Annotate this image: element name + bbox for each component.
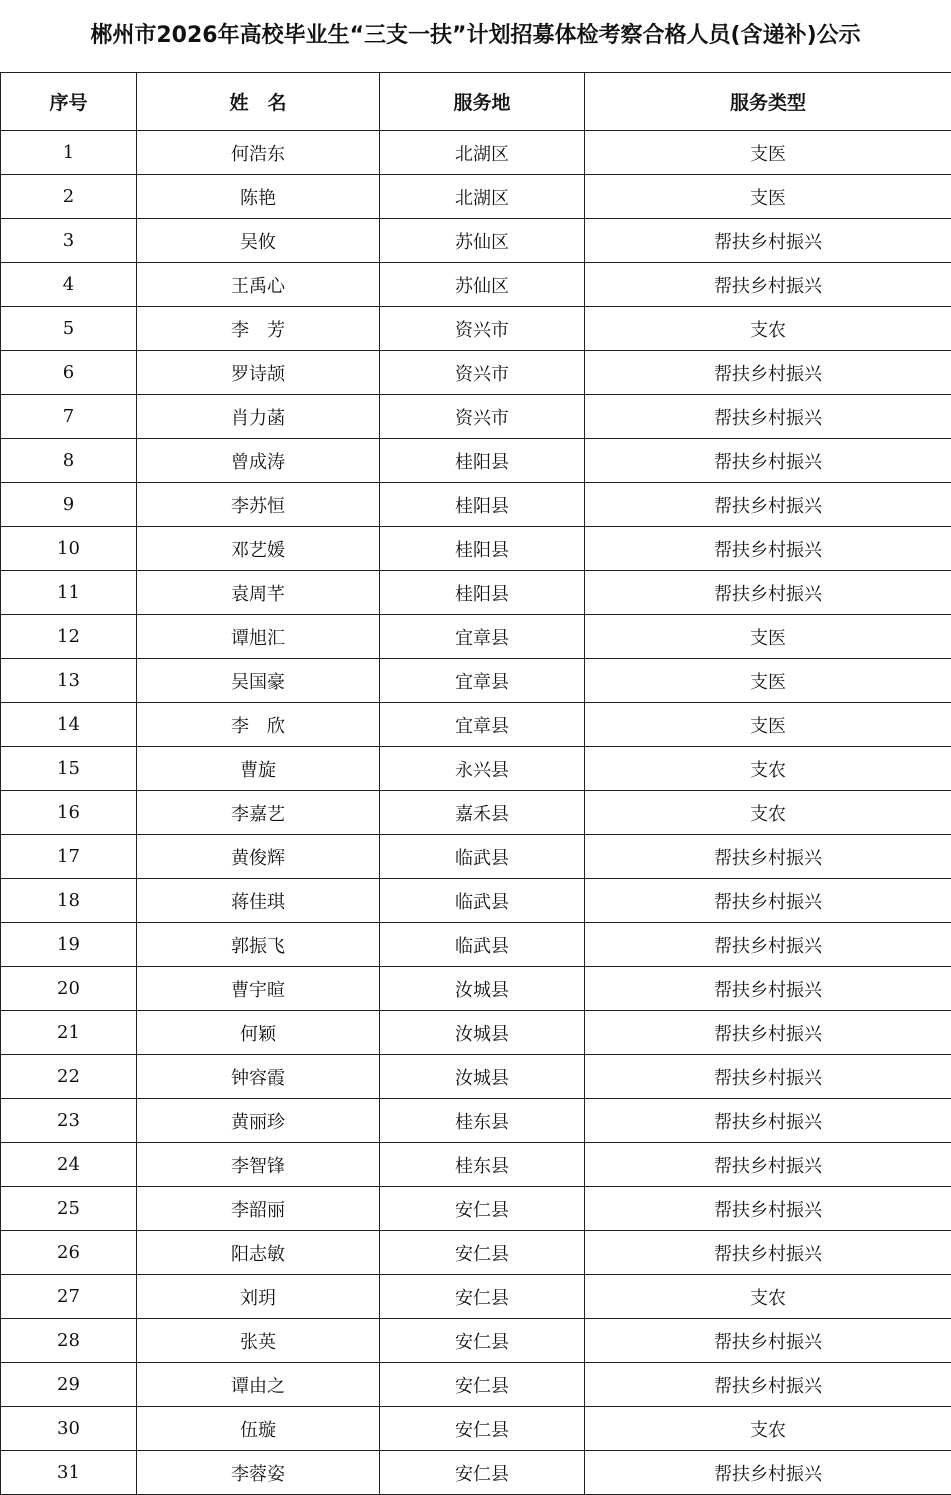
- table-row: [1, 1231, 951, 1275]
- table-row: [1, 351, 951, 395]
- cell-location: 临武县: [380, 879, 585, 923]
- cell-location: 资兴市: [380, 395, 585, 439]
- cell-location: 嘉禾县: [380, 791, 585, 835]
- cell-index: 16: [1, 791, 137, 835]
- cell-service-type: 支农: [585, 747, 951, 791]
- cell-location: 临武县: [380, 923, 585, 967]
- table-row: [1, 1407, 951, 1451]
- cell-index: 15: [1, 747, 137, 791]
- cell-index: 27: [1, 1275, 137, 1319]
- cell-name: 黄俊辉: [137, 835, 380, 879]
- cell-name: 曹宇暄: [137, 967, 380, 1011]
- cell-location: 北湖区: [380, 131, 585, 175]
- cell-index: 6: [1, 351, 137, 395]
- cell-service-type: 支农: [585, 1275, 951, 1319]
- table-row: [1, 1143, 951, 1187]
- table-row: [1, 439, 951, 483]
- cell-name: 何颖: [137, 1011, 380, 1055]
- table-header: [1, 73, 951, 131]
- cell-service-type: 支医: [585, 659, 951, 703]
- cell-index: 24: [1, 1143, 137, 1187]
- cell-index: 20: [1, 967, 137, 1011]
- cell-service-type: 支医: [585, 131, 951, 175]
- cell-service-type: 帮扶乡村振兴: [585, 1451, 951, 1495]
- cell-index: 14: [1, 703, 137, 747]
- document-title: 郴州市2026年高校毕业生“三支一扶”计划招募体检考察合格人员(含递补)公示: [90, 23, 861, 48]
- cell-name: 刘玥: [137, 1275, 380, 1319]
- table-row: [1, 571, 951, 615]
- cell-name: 李智锋: [137, 1143, 380, 1187]
- cell-location: 汝城县: [380, 967, 585, 1011]
- cell-service-type: 帮扶乡村振兴: [585, 219, 951, 263]
- cell-name: 吴攸: [137, 219, 380, 263]
- cell-name: 李 欣: [137, 703, 380, 747]
- table-row: [1, 659, 951, 703]
- table-row: [1, 923, 951, 967]
- cell-service-type: 帮扶乡村振兴: [585, 1143, 951, 1187]
- cell-name: 李韶丽: [137, 1187, 380, 1231]
- table-row: [1, 483, 951, 527]
- table-body: [1, 131, 951, 1495]
- cell-name: 阳志敏: [137, 1231, 380, 1275]
- cell-name: 郭振飞: [137, 923, 380, 967]
- cell-index: 31: [1, 1451, 137, 1495]
- cell-service-type: 帮扶乡村振兴: [585, 571, 951, 615]
- cell-service-type: 帮扶乡村振兴: [585, 879, 951, 923]
- table-row: [1, 791, 951, 835]
- roster-table: [0, 72, 951, 1495]
- table-row: [1, 1011, 951, 1055]
- table-row: [1, 835, 951, 879]
- cell-index: 9: [1, 483, 137, 527]
- cell-location: 苏仙区: [380, 219, 585, 263]
- cell-name: 谭由之: [137, 1363, 380, 1407]
- cell-index: 1: [1, 131, 137, 175]
- table-row: [1, 1187, 951, 1231]
- cell-location: 安仁县: [380, 1275, 585, 1319]
- table-row: [1, 263, 951, 307]
- cell-name: 李嘉艺: [137, 791, 380, 835]
- cell-name: 李苏恒: [137, 483, 380, 527]
- cell-service-type: 帮扶乡村振兴: [585, 527, 951, 571]
- table-row: [1, 219, 951, 263]
- column-header-service-type: 服务类型: [585, 73, 951, 131]
- cell-location: 安仁县: [380, 1231, 585, 1275]
- cell-index: 2: [1, 175, 137, 219]
- table-row: [1, 1275, 951, 1319]
- table-row: [1, 703, 951, 747]
- cell-name: 谭旭汇: [137, 615, 380, 659]
- cell-index: 10: [1, 527, 137, 571]
- cell-index: 12: [1, 615, 137, 659]
- cell-location: 资兴市: [380, 307, 585, 351]
- cell-service-type: 帮扶乡村振兴: [585, 439, 951, 483]
- cell-name: 王禹心: [137, 263, 380, 307]
- cell-name: 李 芳: [137, 307, 380, 351]
- cell-service-type: 帮扶乡村振兴: [585, 1319, 951, 1363]
- cell-index: 17: [1, 835, 137, 879]
- cell-location: 桂东县: [380, 1143, 585, 1187]
- cell-location: 宜章县: [380, 703, 585, 747]
- cell-service-type: 帮扶乡村振兴: [585, 483, 951, 527]
- table-row: [1, 615, 951, 659]
- table-row: [1, 131, 951, 175]
- table-row: [1, 307, 951, 351]
- cell-name: 钟容霞: [137, 1055, 380, 1099]
- cell-location: 桂阳县: [380, 571, 585, 615]
- cell-service-type: 帮扶乡村振兴: [585, 395, 951, 439]
- cell-index: 13: [1, 659, 137, 703]
- cell-location: 资兴市: [380, 351, 585, 395]
- cell-service-type: 帮扶乡村振兴: [585, 1011, 951, 1055]
- cell-index: 21: [1, 1011, 137, 1055]
- cell-service-type: 帮扶乡村振兴: [585, 263, 951, 307]
- cell-service-type: 帮扶乡村振兴: [585, 1099, 951, 1143]
- column-header-location: 服务地: [380, 73, 585, 131]
- cell-location: 桂东县: [380, 1099, 585, 1143]
- cell-service-type: 支农: [585, 1407, 951, 1451]
- cell-location: 安仁县: [380, 1319, 585, 1363]
- cell-location: 安仁县: [380, 1407, 585, 1451]
- cell-name: 袁周芊: [137, 571, 380, 615]
- cell-name: 肖力菡: [137, 395, 380, 439]
- cell-service-type: 帮扶乡村振兴: [585, 1055, 951, 1099]
- cell-location: 桂阳县: [380, 527, 585, 571]
- table-row: [1, 1099, 951, 1143]
- cell-service-type: 支农: [585, 307, 951, 351]
- cell-service-type: 帮扶乡村振兴: [585, 1231, 951, 1275]
- cell-name: 黄丽珍: [137, 1099, 380, 1143]
- cell-index: 26: [1, 1231, 137, 1275]
- cell-service-type: 支医: [585, 703, 951, 747]
- cell-index: 11: [1, 571, 137, 615]
- cell-location: 安仁县: [380, 1451, 585, 1495]
- table-row: [1, 527, 951, 571]
- cell-name: 何浩东: [137, 131, 380, 175]
- table-row: [1, 879, 951, 923]
- cell-index: 22: [1, 1055, 137, 1099]
- column-header-name: 姓 名: [137, 73, 380, 131]
- cell-index: 18: [1, 879, 137, 923]
- cell-service-type: 帮扶乡村振兴: [585, 923, 951, 967]
- cell-service-type: 帮扶乡村振兴: [585, 835, 951, 879]
- cell-location: 安仁县: [380, 1187, 585, 1231]
- table-row: [1, 747, 951, 791]
- cell-service-type: 支医: [585, 175, 951, 219]
- cell-service-type: 支医: [585, 615, 951, 659]
- cell-service-type: 帮扶乡村振兴: [585, 967, 951, 1011]
- cell-location: 苏仙区: [380, 263, 585, 307]
- table-row: [1, 1055, 951, 1099]
- cell-name: 邓艺媛: [137, 527, 380, 571]
- column-header-index: 序号: [1, 73, 137, 131]
- table-row: [1, 1363, 951, 1407]
- cell-index: 30: [1, 1407, 137, 1451]
- cell-index: 8: [1, 439, 137, 483]
- cell-service-type: 支农: [585, 791, 951, 835]
- cell-index: 28: [1, 1319, 137, 1363]
- cell-location: 临武县: [380, 835, 585, 879]
- table-row: [1, 1451, 951, 1495]
- cell-location: 桂阳县: [380, 439, 585, 483]
- cell-name: 张英: [137, 1319, 380, 1363]
- cell-index: 23: [1, 1099, 137, 1143]
- cell-name: 曾成涛: [137, 439, 380, 483]
- cell-name: 罗诗颉: [137, 351, 380, 395]
- cell-location: 宜章县: [380, 659, 585, 703]
- cell-service-type: 帮扶乡村振兴: [585, 351, 951, 395]
- cell-service-type: 帮扶乡村振兴: [585, 1363, 951, 1407]
- cell-index: 29: [1, 1363, 137, 1407]
- table-row: [1, 175, 951, 219]
- cell-index: 25: [1, 1187, 137, 1231]
- cell-location: 北湖区: [380, 175, 585, 219]
- cell-service-type: 帮扶乡村振兴: [585, 1187, 951, 1231]
- cell-name: 曹旋: [137, 747, 380, 791]
- cell-index: 4: [1, 263, 137, 307]
- cell-index: 5: [1, 307, 137, 351]
- cell-name: 陈艳: [137, 175, 380, 219]
- cell-name: 蒋佳琪: [137, 879, 380, 923]
- table-row: [1, 967, 951, 1011]
- cell-index: 3: [1, 219, 137, 263]
- table-row: [1, 395, 951, 439]
- header-row: [1, 73, 951, 131]
- cell-name: 吴国豪: [137, 659, 380, 703]
- cell-name: 伍璇: [137, 1407, 380, 1451]
- cell-index: 7: [1, 395, 137, 439]
- cell-name: 李蓉姿: [137, 1451, 380, 1495]
- cell-location: 桂阳县: [380, 483, 585, 527]
- cell-location: 安仁县: [380, 1363, 585, 1407]
- cell-index: 19: [1, 923, 137, 967]
- table-row: [1, 1319, 951, 1363]
- cell-location: 汝城县: [380, 1055, 585, 1099]
- cell-location: 宜章县: [380, 615, 585, 659]
- cell-location: 永兴县: [380, 747, 585, 791]
- cell-location: 汝城县: [380, 1011, 585, 1055]
